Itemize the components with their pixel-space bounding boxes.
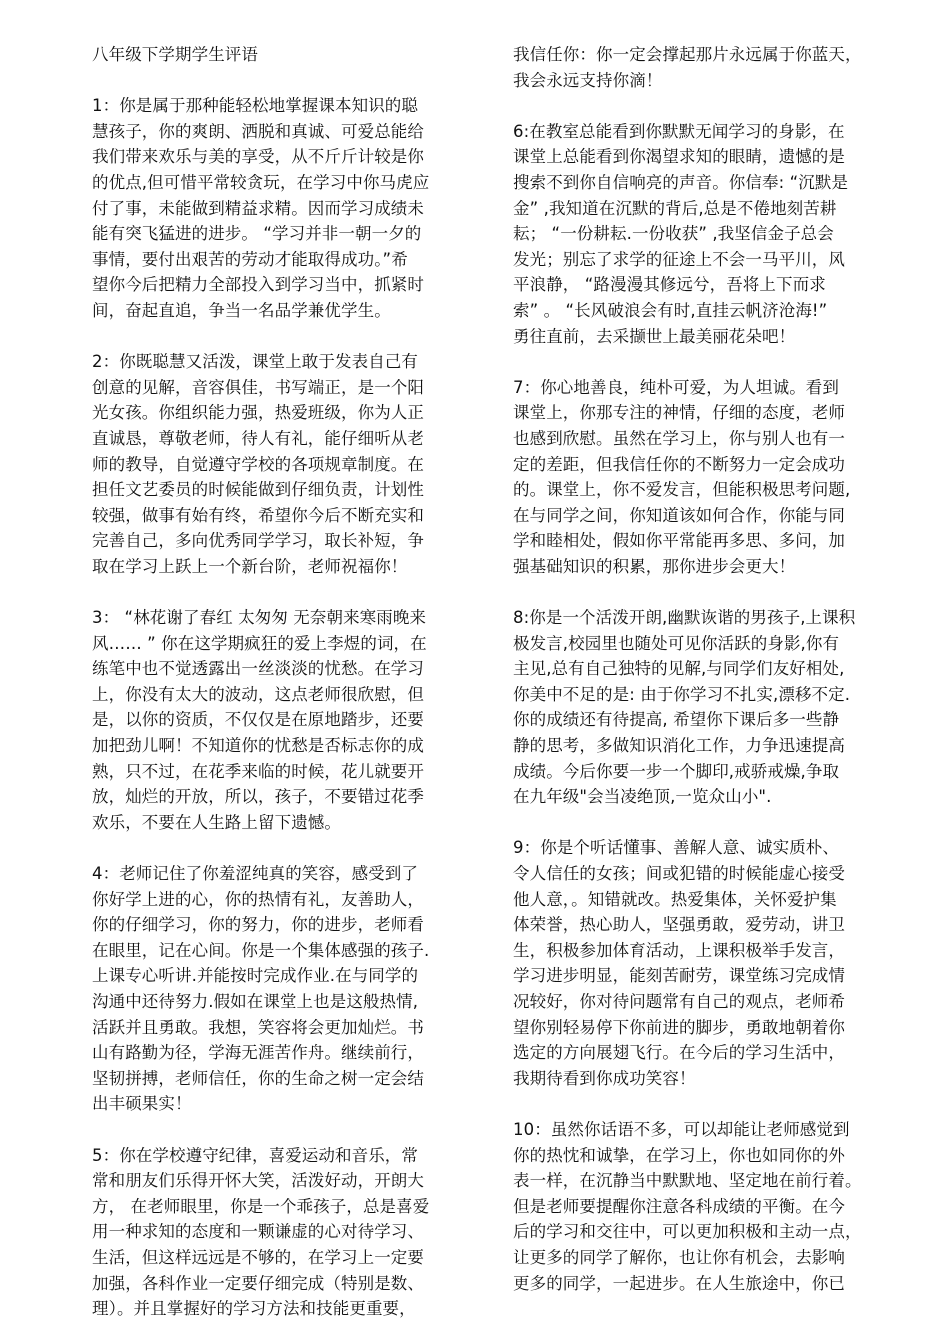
text-line: 取在学习上跃上一个新台阶，老师祝福你！ bbox=[92, 556, 408, 576]
text-line: 平浪静， “路漫漫其修远兮，吾将上下而求 bbox=[513, 275, 826, 295]
left-column bbox=[92, 42, 482, 1322]
text-line: 令人信任的女孩；间或犯错的时候能虚心接受 bbox=[513, 864, 845, 883]
text-line: 你美中不足的是: 由于你学习不扎实,漂移不定. bbox=[513, 684, 851, 704]
text-line: 选定的方向展翅飞行。在今后的学习生活中， bbox=[513, 1043, 845, 1063]
text-line: 光女孩。你组织能力强，热爱班级，你为人正 bbox=[92, 403, 424, 423]
text-line: 搜索不到你自信响亮的声音。你信奉: “沉默是 bbox=[513, 172, 849, 192]
text-line: 慧孩子，你的爽朗、洒脱和真诚、可爱总能给 bbox=[92, 121, 424, 141]
text-line: 课堂上，你那专注的神情，仔细的态度，老师 bbox=[513, 403, 845, 423]
text-line: 出丰硕果实！ bbox=[92, 1094, 192, 1114]
text-line: 加强，各科作业一定要仔细完成（特别是数、 bbox=[92, 1273, 424, 1293]
text-line: 较强，做事有始有终，希望你今后不断充实和 bbox=[92, 505, 424, 525]
comment-paragraph bbox=[92, 861, 482, 1117]
text-line: 表一样，在沉静当中默默地、坚定地在前行着。 bbox=[513, 1171, 862, 1191]
text-line: 方， 在老师眼里，你是一个乖孩子，总是喜爱 bbox=[92, 1196, 430, 1216]
comment-paragraph bbox=[92, 349, 482, 579]
text-line: 是，以你的资质，不仅仅是在原地踏步，还要 bbox=[92, 710, 424, 730]
comment-paragraph bbox=[92, 1143, 482, 1322]
text-line: 望你今后把精力全部投入到学习当中，抓紧时 bbox=[92, 275, 424, 295]
text-line: 理）。并且掌握好的学习方法和技能更重要， bbox=[92, 1299, 416, 1319]
text-line: 常和朋友们乐得开怀大笑，活泼好动，开朗大 bbox=[92, 1171, 424, 1191]
text-line: 我们带来欢乐与美的享受，从不斤斤计较是你 bbox=[92, 147, 424, 167]
comment-paragraph bbox=[513, 375, 905, 580]
text-line: 1：你是属于那种能轻松地掌握课本知识的聪 bbox=[92, 96, 418, 116]
text-line: 2：你既聪慧又活泼，课堂上敢于发表自己有 bbox=[92, 352, 418, 372]
text-line: 坚韧拼搏，老师信任，你的生命之树一定会结 bbox=[92, 1068, 424, 1088]
text-line: 你的成绩还有待提高, 希望你下课后多一些静 bbox=[513, 710, 840, 730]
text-line: 活跃并且勇敢。我想，笑容将会更加灿烂。书 bbox=[92, 1017, 424, 1037]
comment-paragraph bbox=[513, 119, 905, 349]
text-line: 学和睦相处，假如你平常能再多思、多问，加 bbox=[513, 531, 845, 551]
text-line: 担任文艺委员的时候能做到仔细负责，计划性 bbox=[92, 480, 424, 500]
text-line: 定的差距，但我信任你的不断努力一定会成功 bbox=[513, 454, 845, 474]
text-line: 欢乐，不要在人生路上留下遗憾。 bbox=[92, 812, 341, 832]
text-line: 间，奋起直追，争当一名品学兼优学生。 bbox=[92, 300, 391, 320]
text-line: 8:你是一个活泼开朗,幽默诙谐的男孩子,上课积 bbox=[513, 608, 856, 628]
text-line: 望你别轻易停下你前进的脚步，勇敢地朝着你 bbox=[513, 1017, 845, 1037]
text-line: 加把劲儿啊！不知道你的忧愁是否标志你的成 bbox=[92, 736, 424, 756]
text-line: 成绩。今后你要一步一个脚印,戒骄戒燥,争取 bbox=[513, 761, 840, 781]
text-line: 生活，但这样远远是不够的，在学习上一定要 bbox=[92, 1247, 424, 1267]
text-line: 4：老师记住了你羞涩纯真的笑容，感受到了 bbox=[92, 864, 418, 883]
text-line: 你的仔细学习，你的努力，你的进步，老师看 bbox=[92, 915, 424, 935]
text-line: 5：你在学校遵守纪律，喜爱运动和音乐，常 bbox=[92, 1145, 418, 1165]
text-line: 勇往直前，去采撷世上最美丽花朵吧！ bbox=[513, 326, 796, 346]
text-line: 你好学上进的心，你的热情有礼，友善助人， bbox=[92, 889, 424, 909]
text-line: 风…… ” 你在这学期疯狂的爱上李煜的词，在 bbox=[92, 633, 427, 653]
text-line: 金” ,我知道在沉默的背后,总是不倦地刻苦耕 bbox=[513, 198, 837, 218]
text-line: 山有路勤为径，学海无涯苦作舟。继续前行， bbox=[92, 1043, 424, 1063]
text-line: 练笔中也不觉透露出一丝淡淡的忧愁。在学习 bbox=[92, 659, 424, 679]
text-line: 放，灿烂的开放，所以，孩子，不要错过花季 bbox=[92, 787, 424, 807]
text-line: 你的热忱和诚挚，在学习上，你也如同你的外 bbox=[513, 1145, 845, 1165]
text-line: 7：你心地善良，纯朴可爱，为人坦诚。看到 bbox=[513, 377, 839, 397]
document-title: 八年级下学期学生评语 bbox=[92, 45, 258, 64]
text-line: 静的思考，多做知识消化工作，力争迅速提高 bbox=[513, 736, 845, 756]
comment-paragraph bbox=[92, 93, 482, 323]
text-line: 况较好，你对待问题常有自己的观点，老师希 bbox=[513, 991, 845, 1011]
text-line: 能有突飞猛进的进步。 “学习并非一朝一夕的 bbox=[92, 224, 422, 244]
text-line: 耘； “一份耕耘.一份收获” ,我坚信金子总会 bbox=[513, 224, 834, 244]
text-line: 上课专心听讲.并能按时完成作业.在与同学的 bbox=[92, 966, 419, 986]
text-line: 课堂上总能看到你渴望求知的眼睛，遗憾的是 bbox=[513, 147, 845, 167]
text-line: 发光；别忘了求学的征途上不会一马平川，风 bbox=[513, 249, 845, 269]
text-line: 的优点,但可惜平常较贪玩，在学习中你马虎应 bbox=[92, 172, 430, 192]
text-line: 3： “林花谢了春红 太匆匆 无奈朝来寒雨晚来 bbox=[92, 608, 427, 628]
text-line: 我期待看到你成功笑容！ bbox=[513, 1068, 696, 1088]
text-line: 完善自己，多向优秀同学学习，取长补短，争 bbox=[92, 531, 424, 551]
text-line: 他人意，。知错就改。热爱集体，关怀爱护集 bbox=[513, 889, 837, 909]
text-line: 熟，只不过，在花季来临的时候，花儿就要开 bbox=[92, 761, 424, 781]
text-line: 上，你没有太大的波动，这点老师很欣慰，但 bbox=[92, 684, 424, 704]
right-column bbox=[513, 42, 905, 1296]
text-line: 6:在教室总能看到你默默无闻学习的身影，在 bbox=[513, 121, 845, 141]
text-line: 体荣誉，热心助人，坚强勇敢，爱劳动，讲卫 bbox=[513, 915, 845, 935]
text-line: 极发言,校园里也随处可见你活跃的身影,你有 bbox=[513, 633, 840, 653]
text-line: 在九年级"会当凌绝顶,一览众山小". bbox=[513, 787, 772, 807]
text-line: 也感到欣慰。虽然在学习上，你与别人也有一 bbox=[513, 428, 845, 448]
comment-paragraph bbox=[513, 835, 905, 1091]
text-line: 在眼里，记在心间。你是一个集体感强的孩子. bbox=[92, 940, 430, 960]
text-line: 我信任你：你一定会撑起那片永远属于你蓝天， bbox=[513, 45, 862, 64]
text-line: 生，积极参加体育活动，上课积极举手发言， bbox=[513, 940, 845, 960]
left-paragraphs bbox=[92, 93, 482, 1322]
comment-paragraph bbox=[513, 605, 905, 810]
text-line: 直诚恳，尊敬老师，待人有礼，能仔细听从老 bbox=[92, 428, 424, 448]
comment-paragraph bbox=[513, 1117, 905, 1296]
text-line: 事情，要付出艰苦的劳动才能取得成功。”希 bbox=[92, 249, 408, 269]
text-line: 用一种求知的态度和一颗谦虚的心对待学习、 bbox=[92, 1222, 424, 1242]
text-line: 师的教导，自觉遵守学校的各项规章制度。在 bbox=[92, 454, 424, 474]
text-line: 学习进步明显，能刻苦耐劳，课堂练习完成情 bbox=[513, 966, 845, 986]
text-line: 在与同学之间，你知道该如何合作，你能与同 bbox=[513, 505, 845, 525]
text-line: 但是老师要提醒你注意各科成绩的平衡。在今 bbox=[513, 1196, 845, 1216]
text-line: 索” 。 “长风破浪会有时,直挂云帆济沧海!” bbox=[513, 300, 828, 320]
text-line: 10：虽然你话语不多，可以却能让老师感觉到 bbox=[513, 1119, 850, 1139]
right-paragraphs bbox=[513, 42, 905, 1296]
text-line: 创意的见解，音容俱佳，书写端正，是一个阳 bbox=[92, 377, 424, 397]
text-line: 的。课堂上，你不爱发言，但能积极思考问题, bbox=[513, 480, 851, 500]
text-line: 主见,总有自己独特的见解,与同学们友好相处, bbox=[513, 659, 845, 679]
text-line: 更多的同学，一起进步。在人生旅途中，你已 bbox=[513, 1273, 845, 1293]
text-line: 付了事，未能做到精益求精。因而学习成绩未 bbox=[92, 198, 424, 218]
comment-paragraph bbox=[92, 605, 482, 835]
comment-paragraph bbox=[513, 42, 905, 93]
text-line: 9：你是个听话懂事、善解人意、诚实质朴、 bbox=[513, 838, 839, 858]
text-line: 让更多的同学了解你，也让你有机会，去影响 bbox=[513, 1247, 845, 1267]
text-line: 强基础知识的积累，那你进步会更大！ bbox=[513, 556, 796, 576]
text-line: 后的学习和交往中，可以更加积极和主动一点， bbox=[513, 1222, 862, 1242]
text-line: 沟通中还待努力.假如在课堂上也是这般热情, bbox=[92, 991, 419, 1011]
text-line: 我会永远支持你滴！ bbox=[513, 70, 663, 90]
